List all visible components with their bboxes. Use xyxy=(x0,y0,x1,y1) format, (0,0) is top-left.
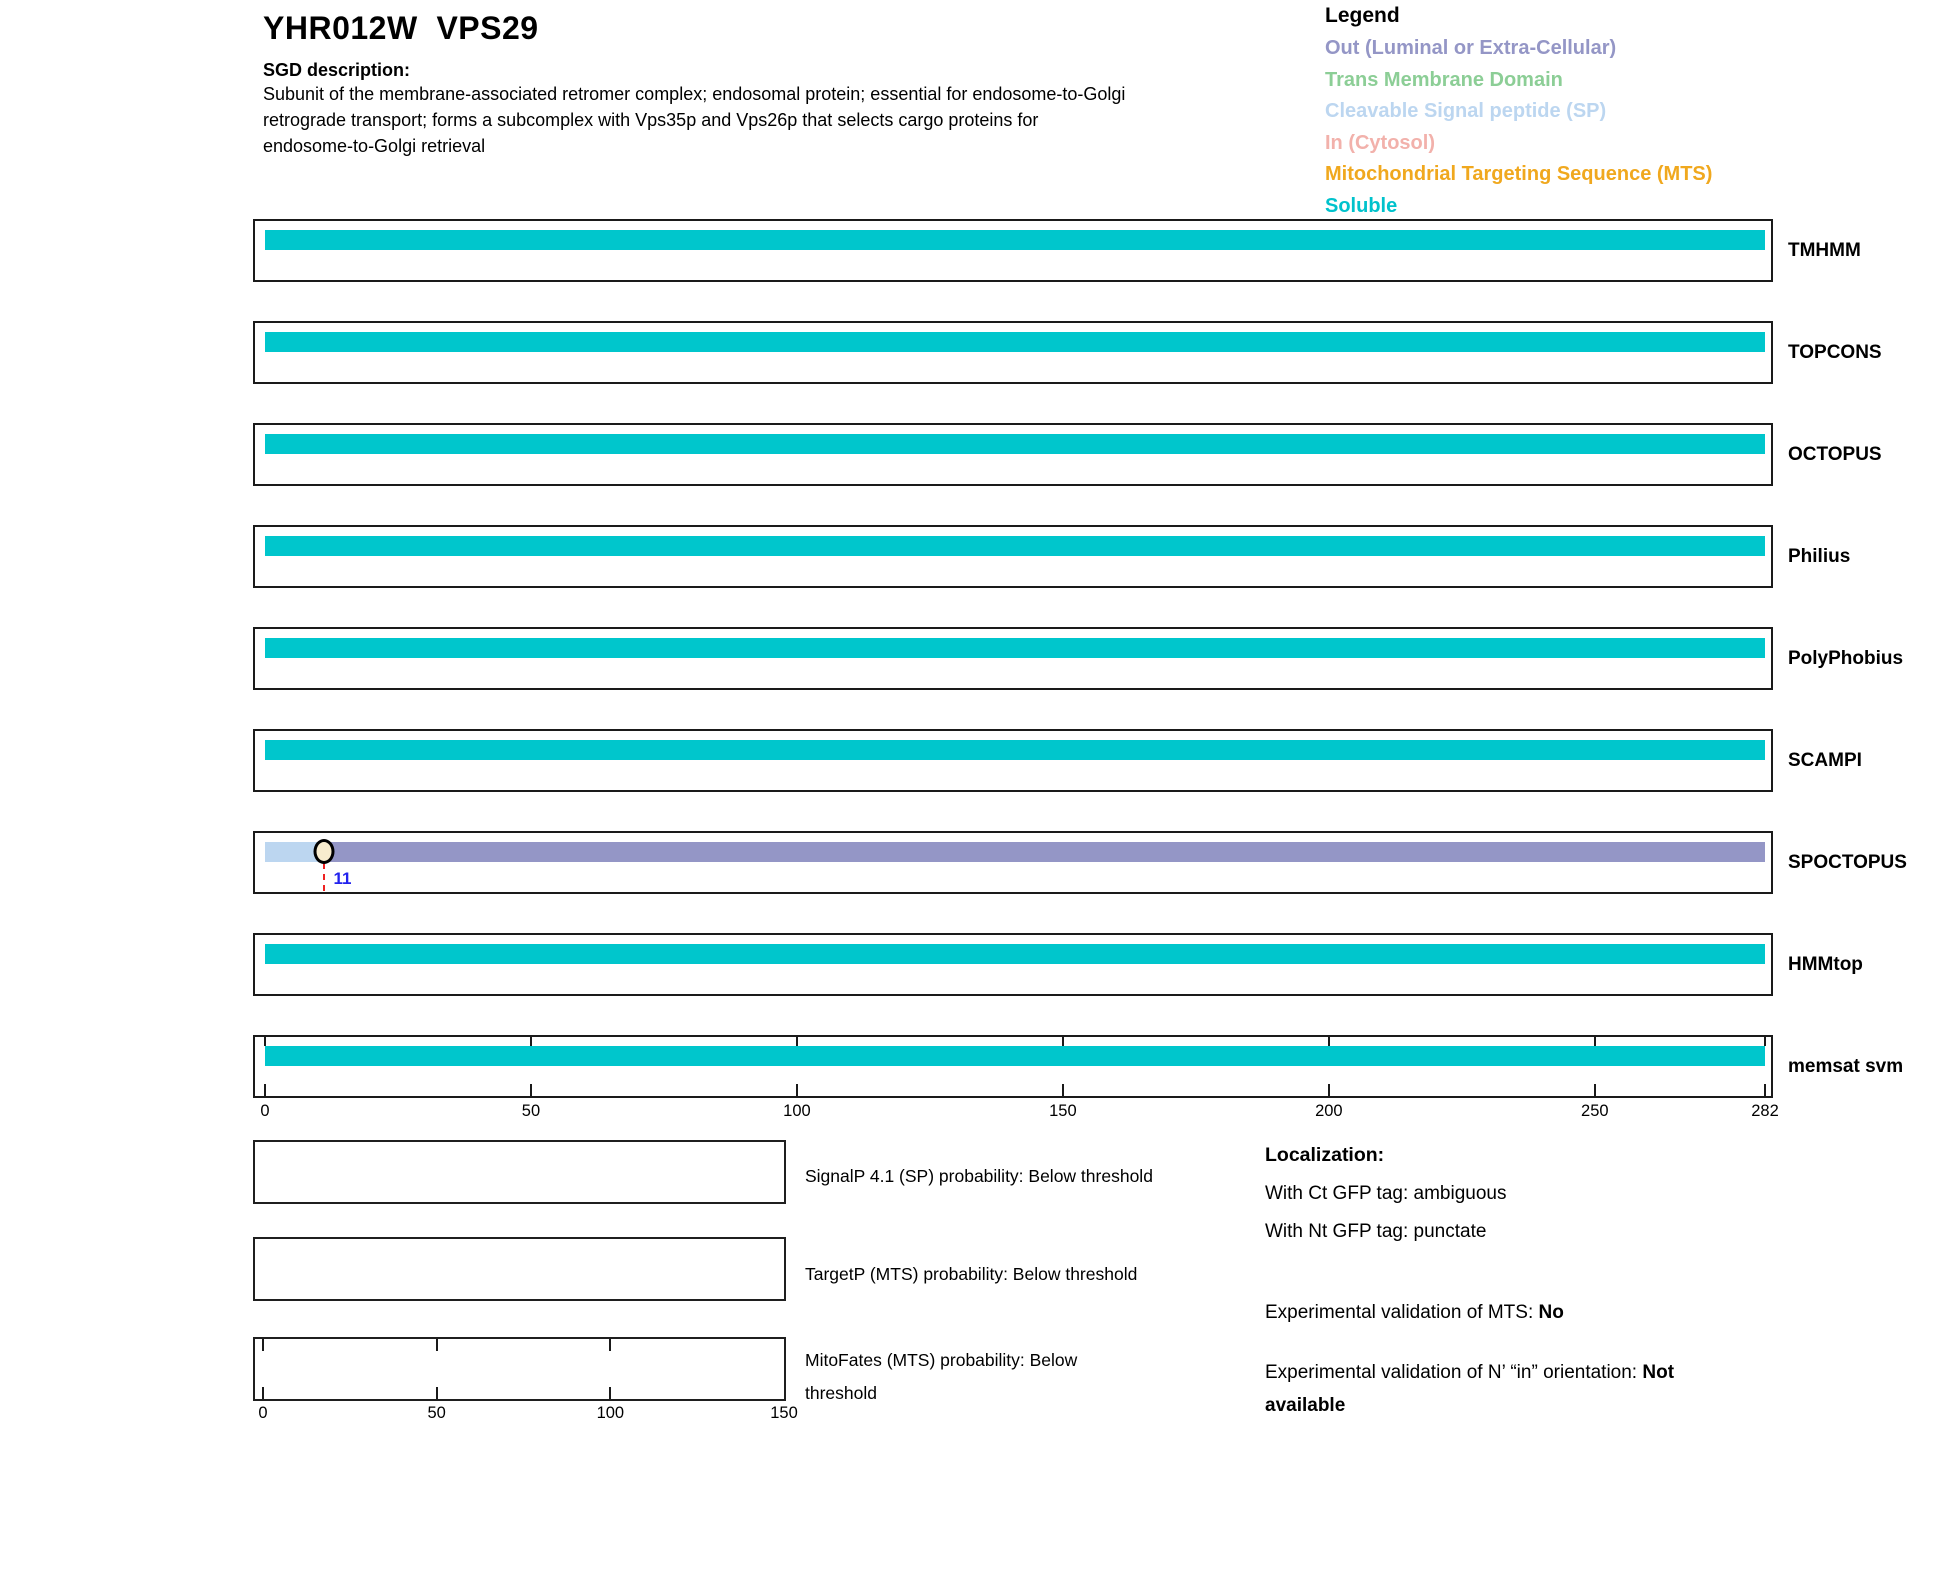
axis-tick xyxy=(1328,1037,1330,1046)
legend-items xyxy=(1325,33,1712,222)
track-box-philius xyxy=(253,525,1773,588)
segment-soluble xyxy=(265,638,1765,658)
track-bar xyxy=(265,740,1765,760)
legend-item-mts: Mitochondrial Targeting Sequence (MTS) xyxy=(1325,163,1713,185)
track-bar xyxy=(265,230,1765,250)
orientation-validation xyxy=(1265,1356,1740,1422)
residue-axis-label: 282 xyxy=(1751,1102,1779,1120)
cleavage-site-label: 11 xyxy=(333,869,352,888)
localization-ct-gfp: With Ct GFP tag: ambiguous xyxy=(1265,1183,1507,1204)
track-box-scampi xyxy=(253,729,1773,792)
track-label-polyphobius: PolyPhobius xyxy=(1788,648,1904,669)
track-label-spoctopus: SPOCTOPUS xyxy=(1788,852,1907,873)
track-bar xyxy=(265,638,1765,658)
axis-tick xyxy=(1062,1084,1064,1096)
legend-title: Legend xyxy=(1325,4,1400,27)
residue-axis-label: 100 xyxy=(783,1102,811,1120)
mitofates-ticks xyxy=(263,1339,784,1399)
mitofates-axis-label: 50 xyxy=(427,1404,446,1422)
segment-sp xyxy=(265,842,324,862)
legend xyxy=(1325,4,1712,222)
legend-item-in: In (Cytosol) xyxy=(1325,131,1435,154)
segment-out xyxy=(324,842,1765,862)
track-bar xyxy=(265,536,1765,556)
track-box-spoctopus xyxy=(253,831,1773,894)
residue-axis xyxy=(260,1102,1779,1124)
sgd-description-label: SGD description: xyxy=(263,60,411,80)
axis-tick xyxy=(1594,1084,1596,1096)
axis-tick xyxy=(436,1387,438,1399)
segment-soluble xyxy=(265,230,1765,250)
targetp-plot-box xyxy=(253,1237,786,1301)
legend-item-sp: Cleavable Signal peptide (SP) xyxy=(1325,100,1607,122)
axis-tick xyxy=(436,1339,438,1351)
mts-validation xyxy=(1265,1296,1564,1329)
segment-soluble xyxy=(265,740,1765,760)
mitofates-axis-label: 0 xyxy=(258,1404,268,1422)
mitofates-plot-label: MitoFates (MTS) probability: Below threshold xyxy=(805,1350,1078,1403)
legend-item-tm: Trans Membrane Domain xyxy=(1325,68,1563,91)
residue-axis-label: 50 xyxy=(521,1102,541,1120)
track-bar xyxy=(265,434,1765,454)
legend-item-soluble: Soluble xyxy=(1325,194,1398,217)
sgd-description-line: endosome-to-Golgi retrieval xyxy=(263,136,486,156)
sgd-description-line: retrograde transport; forms a subcomplex with Vps35p and Vps26p that selects cargo proteins for xyxy=(263,110,1039,130)
track-box-memsat-svm xyxy=(253,1035,1773,1098)
targetp-plot-label: TargetP (MTS) probability: Below threshold xyxy=(805,1264,1138,1284)
mitofates-axis xyxy=(258,1404,798,1424)
track-box-polyphobius xyxy=(253,627,1773,690)
mts-validation-prefix: Experimental validation of MTS: xyxy=(1265,1302,1539,1323)
track-label-tmhmm: TMHMM xyxy=(1788,240,1861,261)
segment-soluble xyxy=(265,1046,1765,1066)
track-bar xyxy=(265,944,1765,964)
axis-tick xyxy=(264,1084,266,1096)
track-box-hmmtop xyxy=(253,933,1773,996)
track-label-memsat-svm: memsat svm xyxy=(1788,1056,1904,1077)
axis-tick xyxy=(262,1387,264,1399)
mitofates-axis-label: 100 xyxy=(596,1404,625,1422)
axis-tick xyxy=(1594,1037,1596,1046)
track-label-octopus: OCTOPUS xyxy=(1788,444,1882,465)
mitofates-plot-box xyxy=(253,1337,786,1401)
track-box-tmhmm xyxy=(253,219,1773,282)
mitofates-axis-label: 150 xyxy=(770,1404,798,1422)
residue-axis-label: 150 xyxy=(1049,1102,1077,1120)
localization-nt-gfp: With Nt GFP tag: punctate xyxy=(1265,1221,1487,1242)
sgd-description-line: Subunit of the membrane-associated retromer complex; endosomal protein; essential for endosome-to-Golgi xyxy=(263,84,1126,104)
orientation-validation-prefix: Experimental validation of N’ “in” orientation: xyxy=(1265,1362,1643,1383)
segment-soluble xyxy=(265,332,1765,352)
axis-tick xyxy=(1764,1037,1766,1046)
track-bar xyxy=(265,1046,1765,1066)
axis-tick xyxy=(530,1037,532,1046)
track-bar xyxy=(265,842,1765,862)
page-title: YHR012W VPS29 xyxy=(263,10,539,46)
mts-validation-value: No xyxy=(1538,1302,1564,1323)
track-label-philius: Philius xyxy=(1788,546,1851,567)
track-label-topcons: TOPCONS xyxy=(1788,342,1882,363)
axis-tick xyxy=(1328,1084,1330,1096)
track-label-scampi: SCAMPI xyxy=(1788,750,1862,771)
segment-soluble xyxy=(265,536,1765,556)
axis-tick xyxy=(609,1387,611,1399)
track-box-octopus xyxy=(253,423,1773,486)
axis-tick xyxy=(796,1084,798,1096)
axis-tick xyxy=(1764,1084,1766,1096)
residue-axis-label: 200 xyxy=(1315,1102,1343,1120)
axis-tick xyxy=(262,1339,264,1351)
track-label-hmmtop: HMMtop xyxy=(1788,954,1863,975)
legend-item-out: Out (Luminal or Extra-Cellular) xyxy=(1325,37,1617,59)
axis-tick xyxy=(796,1037,798,1046)
track-bar xyxy=(265,332,1765,352)
residue-axis-label: 0 xyxy=(260,1102,270,1120)
signalp-plot-label: SignalP 4.1 (SP) probability: Below threshold xyxy=(805,1166,1153,1186)
segment-soluble xyxy=(265,944,1765,964)
signalp-plot-box xyxy=(253,1140,786,1204)
localization-title: Localization: xyxy=(1265,1144,1385,1166)
track-box-topcons xyxy=(253,321,1773,384)
residue-axis-label: 250 xyxy=(1581,1102,1609,1120)
axis-tick xyxy=(1062,1037,1064,1046)
orientation-validation-value: Not available xyxy=(1265,1362,1675,1416)
axis-tick xyxy=(264,1037,266,1046)
segment-soluble xyxy=(265,434,1765,454)
axis-tick xyxy=(609,1339,611,1351)
axis-tick xyxy=(530,1084,532,1096)
